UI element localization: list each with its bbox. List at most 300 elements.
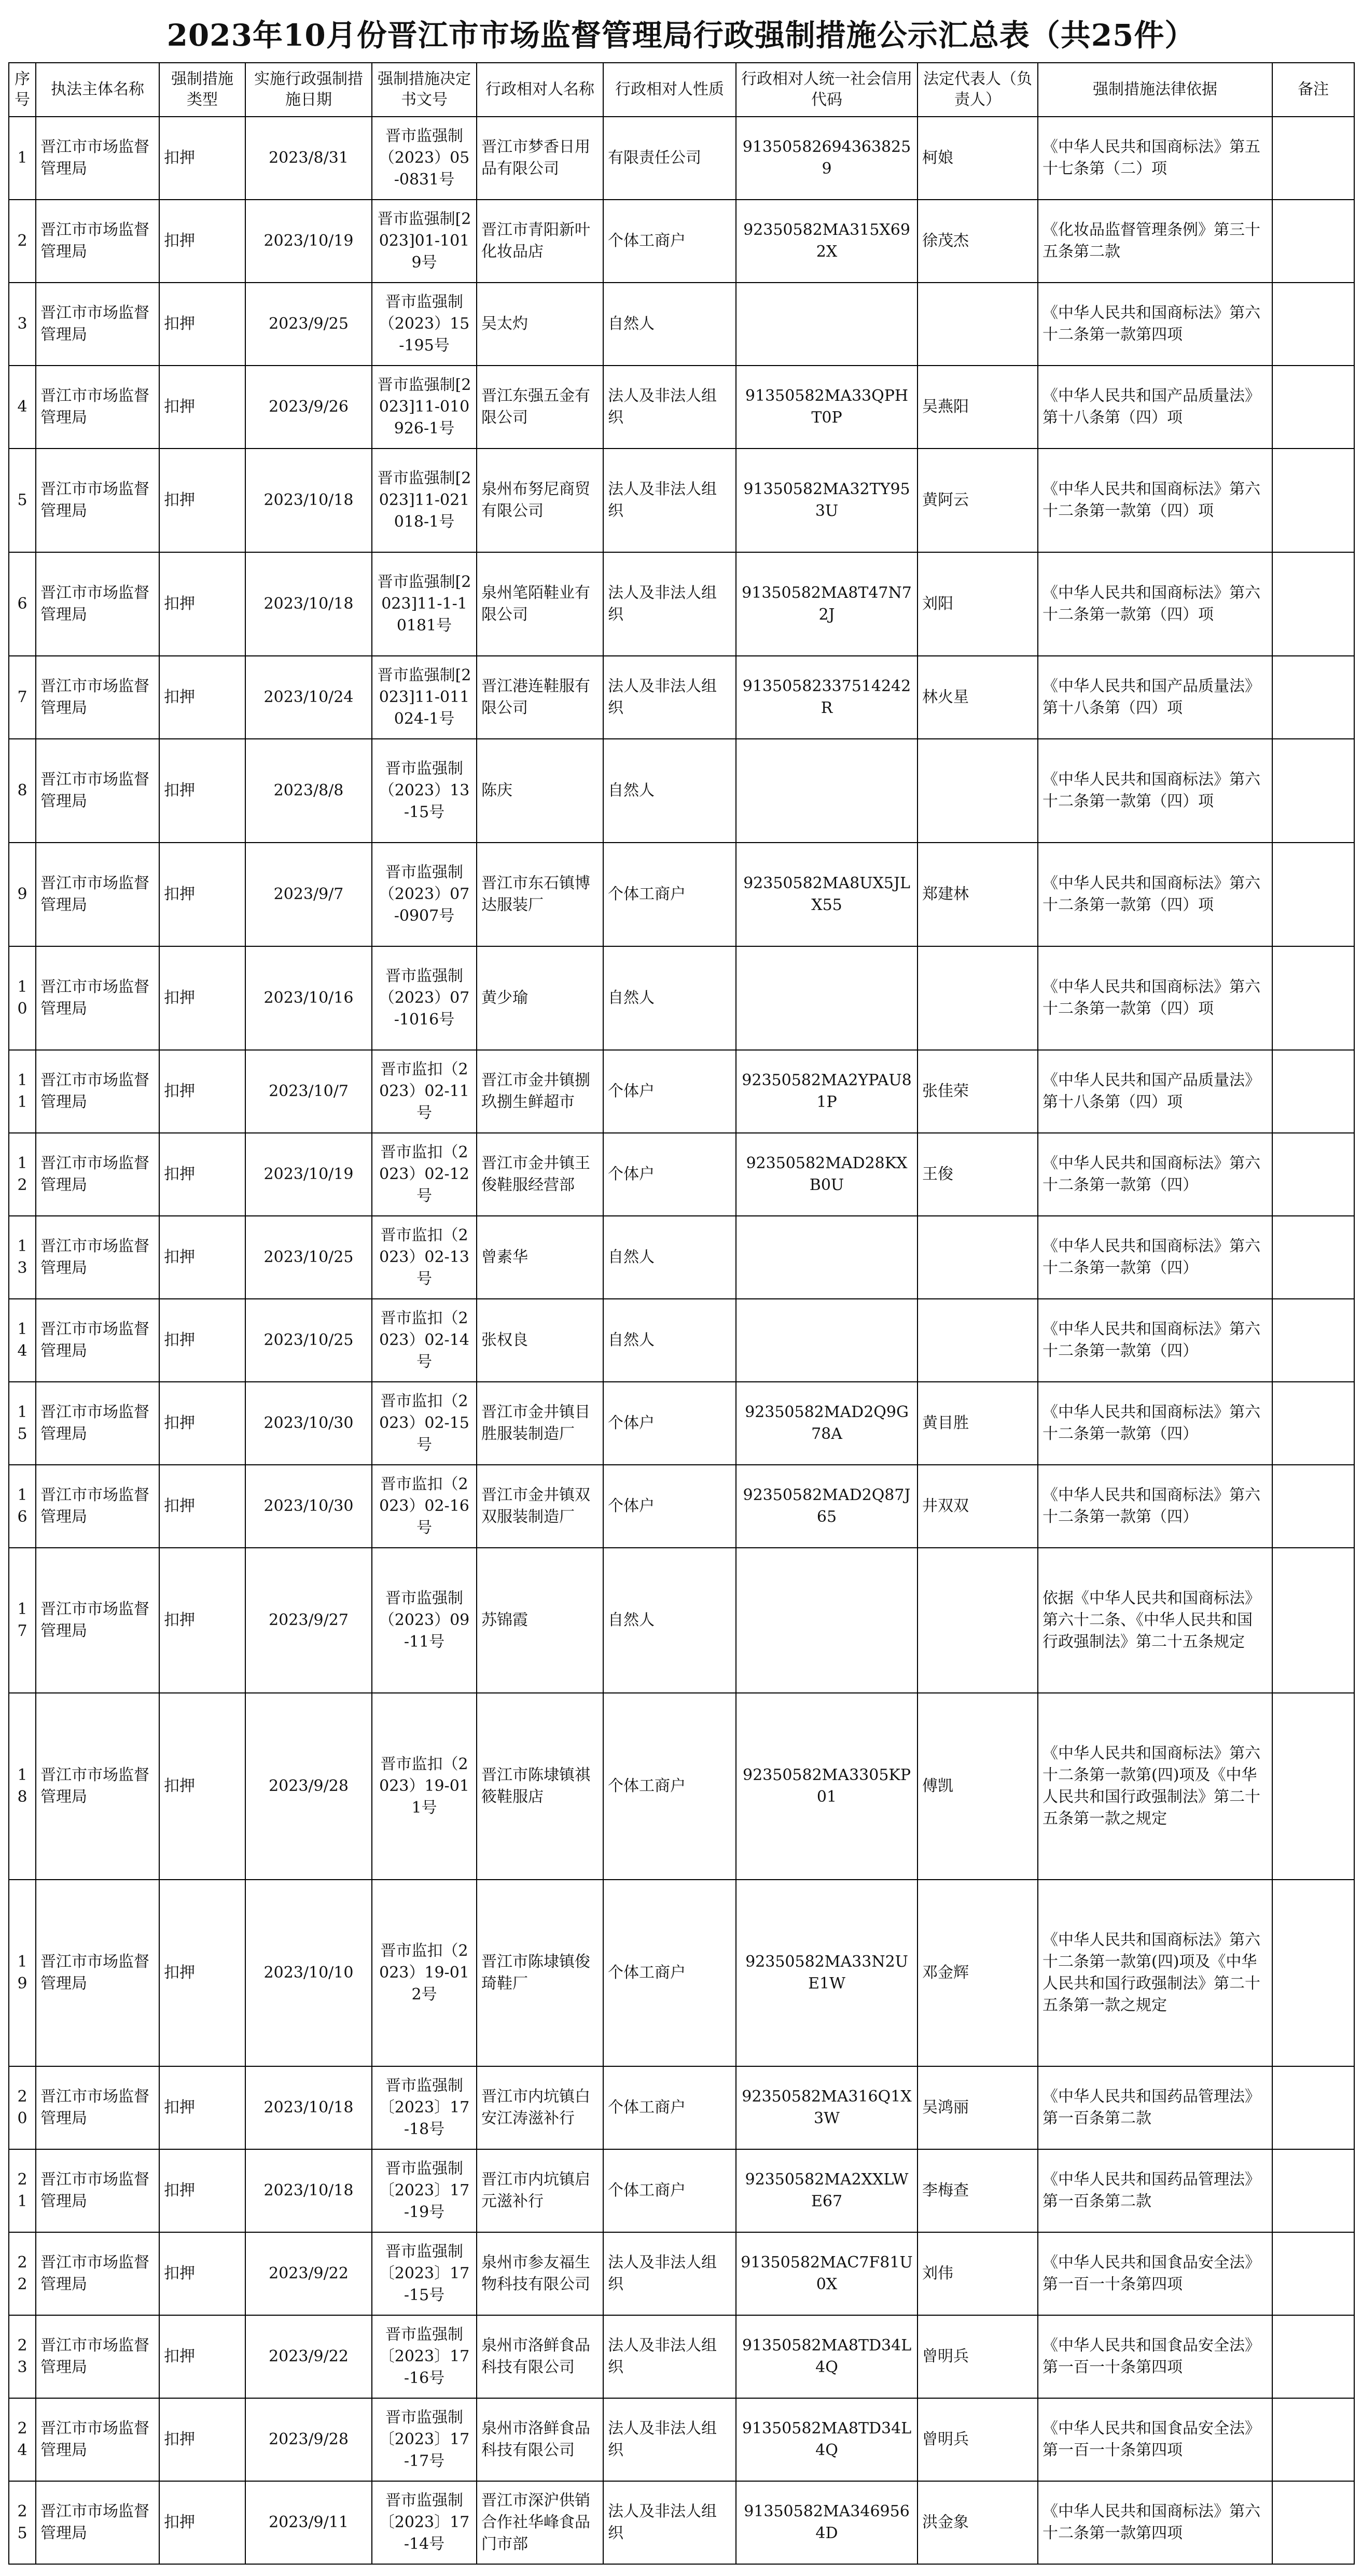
cell-agency: 晋江市市场监督管理局 xyxy=(36,449,159,552)
cell-nature: 自然人 xyxy=(603,1216,736,1299)
cell-nature: 自然人 xyxy=(603,1548,736,1693)
cell-note xyxy=(1272,1216,1354,1299)
table-row xyxy=(9,1548,1354,1693)
cell-basis: 《中华人民共和国产品质量法》第十八条第（四）项 xyxy=(1038,366,1272,449)
cell-rep: 井双双 xyxy=(918,1465,1038,1548)
cell-date: 2023/9/28 xyxy=(245,1693,372,1880)
cell-basis: 《中华人民共和国药品管理法》第一百条第二款 xyxy=(1038,2149,1272,2232)
cell-doc: 晋市监强制〔2023〕17-14号 xyxy=(372,2481,477,2564)
cell-note xyxy=(1272,1299,1354,1382)
cell-basis: 《中华人民共和国产品质量法》第十八条第（四）项 xyxy=(1038,1050,1272,1133)
table-row xyxy=(9,2481,1354,2564)
cell-note xyxy=(1272,2315,1354,2398)
cell-type: 扣押 xyxy=(159,1299,245,1382)
cell-code xyxy=(736,739,918,843)
cell-no: 25 xyxy=(9,2481,36,2564)
cell-date: 2023/10/19 xyxy=(245,1133,372,1216)
cell-basis: 《中华人民共和国商标法》第六十二条第一款第（四） xyxy=(1038,1216,1272,1299)
cell-date: 2023/10/18 xyxy=(245,552,372,656)
cell-code: 92350582MAD2Q87J65 xyxy=(736,1465,918,1548)
cell-code: 91350582MA33QPHT0P xyxy=(736,366,918,449)
cell-code xyxy=(736,1548,918,1693)
cell-date: 2023/10/24 xyxy=(245,656,372,739)
cell-code: 91350582337514242R xyxy=(736,656,918,739)
table-row xyxy=(9,1382,1354,1465)
table-row xyxy=(9,1299,1354,1382)
cell-doc: 晋市监强制〔2023〕17-16号 xyxy=(372,2315,477,2398)
cell-rep xyxy=(918,1548,1038,1693)
cell-note xyxy=(1272,117,1354,200)
cell-doc: 晋市监强制[2023]11-010926-1号 xyxy=(372,366,477,449)
cell-no: 15 xyxy=(9,1382,36,1465)
col-header-agency: 执法主体名称 xyxy=(36,63,159,117)
cell-date: 2023/9/28 xyxy=(245,2398,372,2481)
cell-no: 22 xyxy=(9,2232,36,2315)
cell-party: 泉州笔陌鞋业有限公司 xyxy=(477,552,603,656)
cell-date: 2023/10/10 xyxy=(245,1880,372,2066)
cell-rep: 洪金象 xyxy=(918,2481,1038,2564)
cell-date: 2023/10/25 xyxy=(245,1299,372,1382)
cell-no: 12 xyxy=(9,1133,36,1216)
cell-nature: 个体工商户 xyxy=(603,2149,736,2232)
cell-type: 扣押 xyxy=(159,739,245,843)
cell-date: 2023/9/26 xyxy=(245,366,372,449)
cell-nature: 法人及非法人组织 xyxy=(603,366,736,449)
cell-no: 17 xyxy=(9,1548,36,1693)
table-row xyxy=(9,656,1354,739)
cell-date: 2023/10/16 xyxy=(245,946,372,1050)
cell-date: 2023/9/25 xyxy=(245,283,372,366)
cell-rep xyxy=(918,1299,1038,1382)
cell-doc: 晋市监强制（2023）07-0907号 xyxy=(372,843,477,946)
cell-doc: 晋市监扣（2023）19-012号 xyxy=(372,1880,477,2066)
cell-code: 92350582MAD2Q9G78A xyxy=(736,1382,918,1465)
table-row xyxy=(9,283,1354,366)
cell-party: 晋江市金井镇捌玖捌生鲜超市 xyxy=(477,1050,603,1133)
cell-doc: 晋市监强制[2023]11-011024-1号 xyxy=(372,656,477,739)
cell-party: 晋江市陈埭镇俊琦鞋厂 xyxy=(477,1880,603,2066)
cell-party: 曾素华 xyxy=(477,1216,603,1299)
cell-no: 5 xyxy=(9,449,36,552)
cell-basis: 依据《中华人民共和国商标法》第六十二条、《中华人民共和国行政强制法》第二十五条规定 xyxy=(1038,1548,1272,1693)
cell-date: 2023/10/18 xyxy=(245,2066,372,2149)
cell-code: 92350582MA8UX5JLX55 xyxy=(736,843,918,946)
table-header-row xyxy=(9,63,1354,117)
cell-code: 92350582MA3305KP01 xyxy=(736,1693,918,1880)
cell-agency: 晋江市市场监督管理局 xyxy=(36,2066,159,2149)
cell-note xyxy=(1272,1382,1354,1465)
cell-note xyxy=(1272,2066,1354,2149)
cell-rep: 邓金辉 xyxy=(918,1880,1038,2066)
cell-doc: 晋市监扣（2023）02-13号 xyxy=(372,1216,477,1299)
cell-rep xyxy=(918,283,1038,366)
cell-nature: 个体户 xyxy=(603,1050,736,1133)
cell-agency: 晋江市市场监督管理局 xyxy=(36,283,159,366)
cell-note xyxy=(1272,2149,1354,2232)
cell-no: 21 xyxy=(9,2149,36,2232)
cell-date: 2023/10/19 xyxy=(245,200,372,283)
cell-rep: 李梅查 xyxy=(918,2149,1038,2232)
cell-note xyxy=(1272,1050,1354,1133)
cell-no: 24 xyxy=(9,2398,36,2481)
cell-note xyxy=(1272,1693,1354,1880)
cell-no: 6 xyxy=(9,552,36,656)
cell-code: 91350582MA8TD34L4Q xyxy=(736,2315,918,2398)
cell-doc: 晋市监强制〔2023〕17-18号 xyxy=(372,2066,477,2149)
cell-basis: 《中华人民共和国商标法》第六十二条第一款第(四)项及《中华人民共和国行政强制法》第二十五条第一款之规定 xyxy=(1038,1880,1272,2066)
cell-doc: 晋市监强制（2023）07-1016号 xyxy=(372,946,477,1050)
cell-type: 扣押 xyxy=(159,2232,245,2315)
cell-rep: 吴燕阳 xyxy=(918,366,1038,449)
cell-basis: 《中华人民共和国商标法》第六十二条第一款第（四）项 xyxy=(1038,739,1272,843)
cell-date: 2023/8/31 xyxy=(245,117,372,200)
cell-basis: 《中华人民共和国商标法》第五十七条第（二）项 xyxy=(1038,117,1272,200)
table-row xyxy=(9,366,1354,449)
cell-party: 泉州市洛鲜食品科技有限公司 xyxy=(477,2398,603,2481)
cell-rep: 傅凯 xyxy=(918,1693,1038,1880)
cell-type: 扣押 xyxy=(159,1880,245,2066)
cell-type: 扣押 xyxy=(159,1050,245,1133)
cell-nature: 法人及非法人组织 xyxy=(603,2315,736,2398)
cell-rep xyxy=(918,739,1038,843)
table-row xyxy=(9,1216,1354,1299)
cell-doc: 晋市监强制[2023]01-1019号 xyxy=(372,200,477,283)
cell-rep: 吴鸿丽 xyxy=(918,2066,1038,2149)
cell-nature: 法人及非法人组织 xyxy=(603,2481,736,2564)
cell-rep: 徐茂杰 xyxy=(918,200,1038,283)
cell-rep: 曾明兵 xyxy=(918,2315,1038,2398)
cell-code: 91350582MA32TY953U xyxy=(736,449,918,552)
cell-basis: 《中华人民共和国食品安全法》第一百一十条第四项 xyxy=(1038,2315,1272,2398)
cell-agency: 晋江市市场监督管理局 xyxy=(36,1299,159,1382)
cell-doc: 晋市监扣（2023）02-12号 xyxy=(372,1133,477,1216)
cell-party: 晋江市金井镇双双服装制造厂 xyxy=(477,1465,603,1548)
cell-no: 9 xyxy=(9,843,36,946)
cell-rep: 林火星 xyxy=(918,656,1038,739)
cell-date: 2023/9/7 xyxy=(245,843,372,946)
cell-no: 2 xyxy=(9,200,36,283)
cell-agency: 晋江市市场监督管理局 xyxy=(36,2149,159,2232)
table-row xyxy=(9,2315,1354,2398)
col-header-date: 实施行政强制措施日期 xyxy=(245,63,372,117)
cell-party: 晋江市内坑镇启元滋补行 xyxy=(477,2149,603,2232)
cell-doc: 晋市监扣（2023）02-11号 xyxy=(372,1050,477,1133)
cell-rep: 张佳荣 xyxy=(918,1050,1038,1133)
cell-agency: 晋江市市场监督管理局 xyxy=(36,1548,159,1693)
cell-doc: 晋市监强制[2023]11-021018-1号 xyxy=(372,449,477,552)
table-body xyxy=(9,117,1354,2564)
cell-basis: 《中华人民共和国商标法》第六十二条第一款第（四） xyxy=(1038,1299,1272,1382)
cell-agency: 晋江市市场监督管理局 xyxy=(36,1465,159,1548)
cell-nature: 自然人 xyxy=(603,1299,736,1382)
cell-rep: 黄阿云 xyxy=(918,449,1038,552)
cell-agency: 晋江市市场监督管理局 xyxy=(36,2481,159,2564)
cell-basis: 《中华人民共和国食品安全法》第一百一十条第四项 xyxy=(1038,2398,1272,2481)
cell-code xyxy=(736,1299,918,1382)
cell-no: 18 xyxy=(9,1693,36,1880)
cell-doc: 晋市监强制（2023）09-11号 xyxy=(372,1548,477,1693)
cell-note xyxy=(1272,739,1354,843)
cell-party: 晋江市梦香日用品有限公司 xyxy=(477,117,603,200)
col-header-nature: 行政相对人性质 xyxy=(603,63,736,117)
cell-doc: 晋市监强制〔2023〕17-17号 xyxy=(372,2398,477,2481)
cell-agency: 晋江市市场监督管理局 xyxy=(36,366,159,449)
cell-rep: 曾明兵 xyxy=(918,2398,1038,2481)
cell-basis: 《中华人民共和国药品管理法》第一百条第二款 xyxy=(1038,2066,1272,2149)
cell-basis: 《中华人民共和国商标法》第六十二条第一款第（四）项 xyxy=(1038,552,1272,656)
cell-doc: 晋市监强制（2023）15-195号 xyxy=(372,283,477,366)
cell-party: 苏锦霞 xyxy=(477,1548,603,1693)
cell-note xyxy=(1272,2232,1354,2315)
page-title: 2023年10月份晋江市市场监督管理局行政强制措施公示汇总表（共25件） xyxy=(166,18,1196,53)
cell-code: 92350582MA33N2UE1W xyxy=(736,1880,918,2066)
cell-agency: 晋江市市场监督管理局 xyxy=(36,843,159,946)
cell-agency: 晋江市市场监督管理局 xyxy=(36,1382,159,1465)
cell-type: 扣押 xyxy=(159,552,245,656)
cell-note xyxy=(1272,1133,1354,1216)
cell-basis: 《中华人民共和国商标法》第六十二条第一款第四项 xyxy=(1038,283,1272,366)
col-header-no: 序号 xyxy=(9,63,36,117)
cell-agency: 晋江市市场监督管理局 xyxy=(36,656,159,739)
cell-date: 2023/8/8 xyxy=(245,739,372,843)
cell-type: 扣押 xyxy=(159,2481,245,2564)
enforcement-table xyxy=(8,62,1355,2565)
cell-basis: 《中华人民共和国食品安全法》第一百一十条第四项 xyxy=(1038,2232,1272,2315)
cell-date: 2023/9/11 xyxy=(245,2481,372,2564)
cell-date: 2023/10/25 xyxy=(245,1216,372,1299)
cell-nature: 个体工商户 xyxy=(603,843,736,946)
cell-type: 扣押 xyxy=(159,1216,245,1299)
cell-note xyxy=(1272,946,1354,1050)
cell-nature: 个体户 xyxy=(603,1465,736,1548)
cell-nature: 有限责任公司 xyxy=(603,117,736,200)
col-header-code: 行政相对人统一社会信用代码 xyxy=(736,63,918,117)
cell-basis: 《中华人民共和国商标法》第六十二条第一款第四项 xyxy=(1038,2481,1272,2564)
cell-date: 2023/10/7 xyxy=(245,1050,372,1133)
cell-code: 91350582MA3469564D xyxy=(736,2481,918,2564)
cell-basis: 《化妆品监督管理条例》第三十五条第二款 xyxy=(1038,200,1272,283)
cell-party: 晋江市金井镇王俊鞋服经营部 xyxy=(477,1133,603,1216)
table-row xyxy=(9,946,1354,1050)
cell-code: 92350582MA316Q1X3W xyxy=(736,2066,918,2149)
cell-doc: 晋市监强制（2023）05-0831号 xyxy=(372,117,477,200)
cell-note xyxy=(1272,200,1354,283)
cell-date: 2023/10/30 xyxy=(245,1465,372,1548)
cell-type: 扣押 xyxy=(159,283,245,366)
cell-nature: 个体工商户 xyxy=(603,2066,736,2149)
cell-code: 91350582MA8TD34L4Q xyxy=(736,2398,918,2481)
cell-type: 扣押 xyxy=(159,2315,245,2398)
col-header-party: 行政相对人名称 xyxy=(477,63,603,117)
cell-party: 泉州市参友福生物科技有限公司 xyxy=(477,2232,603,2315)
cell-rep: 刘阳 xyxy=(918,552,1038,656)
cell-code xyxy=(736,283,918,366)
cell-type: 扣押 xyxy=(159,200,245,283)
cell-party: 张权良 xyxy=(477,1299,603,1382)
cell-no: 14 xyxy=(9,1299,36,1382)
cell-note xyxy=(1272,1548,1354,1693)
cell-no: 20 xyxy=(9,2066,36,2149)
table-row xyxy=(9,200,1354,283)
cell-type: 扣押 xyxy=(159,117,245,200)
cell-type: 扣押 xyxy=(159,1548,245,1693)
cell-note xyxy=(1272,366,1354,449)
cell-rep xyxy=(918,1216,1038,1299)
cell-doc: 晋市监扣（2023）02-16号 xyxy=(372,1465,477,1548)
cell-doc: 晋市监扣（2023）02-15号 xyxy=(372,1382,477,1465)
cell-rep: 黄目胜 xyxy=(918,1382,1038,1465)
table-row xyxy=(9,2232,1354,2315)
cell-type: 扣押 xyxy=(159,1693,245,1880)
cell-no: 8 xyxy=(9,739,36,843)
cell-note xyxy=(1272,1465,1354,1548)
table-row xyxy=(9,1880,1354,2066)
cell-party: 黄少瑜 xyxy=(477,946,603,1050)
cell-date: 2023/10/18 xyxy=(245,449,372,552)
cell-doc: 晋市监强制（2023）13-15号 xyxy=(372,739,477,843)
cell-type: 扣押 xyxy=(159,1465,245,1548)
cell-note xyxy=(1272,843,1354,946)
cell-doc: 晋市监强制〔2023〕17-15号 xyxy=(372,2232,477,2315)
cell-party: 晋江市深沪供销合作社华峰食品门市部 xyxy=(477,2481,603,2564)
cell-date: 2023/9/22 xyxy=(245,2315,372,2398)
col-header-doc: 强制措施决定书文号 xyxy=(372,63,477,117)
cell-nature: 自然人 xyxy=(603,946,736,1050)
cell-basis: 《中华人民共和国商标法》第六十二条第一款第（四）项 xyxy=(1038,449,1272,552)
cell-agency: 晋江市市场监督管理局 xyxy=(36,2398,159,2481)
table-row xyxy=(9,2066,1354,2149)
cell-code xyxy=(736,946,918,1050)
cell-code xyxy=(736,1216,918,1299)
cell-no: 13 xyxy=(9,1216,36,1299)
table-row xyxy=(9,1465,1354,1548)
cell-date: 2023/10/18 xyxy=(245,2149,372,2232)
cell-note xyxy=(1272,283,1354,366)
cell-party: 晋江市青阳新叶化妆品店 xyxy=(477,200,603,283)
cell-code: 92350582MAD28KXB0U xyxy=(736,1133,918,1216)
cell-nature: 法人及非法人组织 xyxy=(603,2232,736,2315)
cell-party: 泉州市洛鲜食品科技有限公司 xyxy=(477,2315,603,2398)
cell-agency: 晋江市市场监督管理局 xyxy=(36,1216,159,1299)
cell-agency: 晋江市市场监督管理局 xyxy=(36,946,159,1050)
table-row xyxy=(9,449,1354,552)
cell-type: 扣押 xyxy=(159,449,245,552)
cell-nature: 个体户 xyxy=(603,1382,736,1465)
table-row xyxy=(9,2398,1354,2481)
cell-code: 92350582MA315X692X xyxy=(736,200,918,283)
cell-agency: 晋江市市场监督管理局 xyxy=(36,1050,159,1133)
table-row xyxy=(9,2149,1354,2232)
cell-nature: 法人及非法人组织 xyxy=(603,552,736,656)
cell-date: 2023/10/30 xyxy=(245,1382,372,1465)
cell-basis: 《中华人民共和国商标法》第六十二条第一款第（四） xyxy=(1038,1133,1272,1216)
cell-agency: 晋江市市场监督管理局 xyxy=(36,117,159,200)
cell-type: 扣押 xyxy=(159,946,245,1050)
cell-note xyxy=(1272,2481,1354,2564)
cell-rep: 刘伟 xyxy=(918,2232,1038,2315)
cell-type: 扣押 xyxy=(159,2066,245,2149)
cell-party: 晋江市金井镇目胜服装制造厂 xyxy=(477,1382,603,1465)
cell-nature: 个体户 xyxy=(603,1133,736,1216)
cell-agency: 晋江市市场监督管理局 xyxy=(36,2232,159,2315)
cell-nature: 法人及非法人组织 xyxy=(603,656,736,739)
cell-no: 23 xyxy=(9,2315,36,2398)
cell-nature: 法人及非法人组织 xyxy=(603,449,736,552)
cell-doc: 晋市监强制[2023]11-1-10181号 xyxy=(372,552,477,656)
table-row xyxy=(9,1693,1354,1880)
cell-no: 4 xyxy=(9,366,36,449)
cell-no: 11 xyxy=(9,1050,36,1133)
col-header-type: 强制措施类型 xyxy=(159,63,245,117)
cell-note xyxy=(1272,449,1354,552)
cell-party: 晋江市陈埭镇祺筱鞋服店 xyxy=(477,1693,603,1880)
cell-nature: 个体工商户 xyxy=(603,200,736,283)
cell-basis: 《中华人民共和国商标法》第六十二条第一款第（四）项 xyxy=(1038,946,1272,1050)
cell-code: 91350582MA8T47N72J xyxy=(736,552,918,656)
cell-note xyxy=(1272,1880,1354,2066)
cell-note xyxy=(1272,552,1354,656)
cell-no: 19 xyxy=(9,1880,36,2066)
cell-basis: 《中华人民共和国产品质量法》第十八条第（四）项 xyxy=(1038,656,1272,739)
cell-no: 16 xyxy=(9,1465,36,1548)
cell-code: 92350582MA2YPAU81P xyxy=(736,1050,918,1133)
cell-agency: 晋江市市场监督管理局 xyxy=(36,552,159,656)
cell-code: 92350582MA2XXLWE67 xyxy=(736,2149,918,2232)
table-row xyxy=(9,739,1354,843)
cell-rep: 王俊 xyxy=(918,1133,1038,1216)
cell-doc: 晋市监强制〔2023〕17-19号 xyxy=(372,2149,477,2232)
cell-code: 91350582MAC7F81U0X xyxy=(736,2232,918,2315)
cell-type: 扣押 xyxy=(159,2398,245,2481)
cell-nature: 个体工商户 xyxy=(603,1880,736,2066)
cell-basis: 《中华人民共和国商标法》第六十二条第一款第（四）项 xyxy=(1038,843,1272,946)
table-row xyxy=(9,1133,1354,1216)
cell-basis: 《中华人民共和国商标法》第六十二条第一款第(四)项及《中华人民共和国行政强制法》第二十五条第一款之规定 xyxy=(1038,1693,1272,1880)
cell-rep: 郑建林 xyxy=(918,843,1038,946)
cell-date: 2023/9/27 xyxy=(245,1548,372,1693)
cell-date: 2023/9/22 xyxy=(245,2232,372,2315)
cell-type: 扣押 xyxy=(159,1133,245,1216)
col-header-note: 备注 xyxy=(1272,63,1354,117)
cell-type: 扣押 xyxy=(159,366,245,449)
cell-agency: 晋江市市场监督管理局 xyxy=(36,1880,159,2066)
cell-basis: 《中华人民共和国商标法》第六十二条第一款第（四） xyxy=(1038,1382,1272,1465)
cell-party: 吴太灼 xyxy=(477,283,603,366)
cell-nature: 自然人 xyxy=(603,283,736,366)
cell-type: 扣押 xyxy=(159,1382,245,1465)
cell-nature: 法人及非法人组织 xyxy=(603,2398,736,2481)
cell-no: 7 xyxy=(9,656,36,739)
cell-party: 晋江东强五金有限公司 xyxy=(477,366,603,449)
cell-party: 泉州布努尼商贸有限公司 xyxy=(477,449,603,552)
cell-basis: 《中华人民共和国商标法》第六十二条第一款第（四） xyxy=(1038,1465,1272,1548)
table-row xyxy=(9,1050,1354,1133)
cell-agency: 晋江市市场监督管理局 xyxy=(36,200,159,283)
col-header-rep: 法定代表人（负责人） xyxy=(918,63,1038,117)
cell-note xyxy=(1272,2398,1354,2481)
cell-rep xyxy=(918,946,1038,1050)
cell-no: 3 xyxy=(9,283,36,366)
cell-type: 扣押 xyxy=(159,2149,245,2232)
cell-party: 晋江港连鞋服有限公司 xyxy=(477,656,603,739)
cell-no: 1 xyxy=(9,117,36,200)
cell-type: 扣押 xyxy=(159,656,245,739)
cell-agency: 晋江市市场监督管理局 xyxy=(36,2315,159,2398)
table-row xyxy=(9,843,1354,946)
cell-party: 陈庆 xyxy=(477,739,603,843)
cell-agency: 晋江市市场监督管理局 xyxy=(36,739,159,843)
cell-nature: 个体工商户 xyxy=(603,1693,736,1880)
